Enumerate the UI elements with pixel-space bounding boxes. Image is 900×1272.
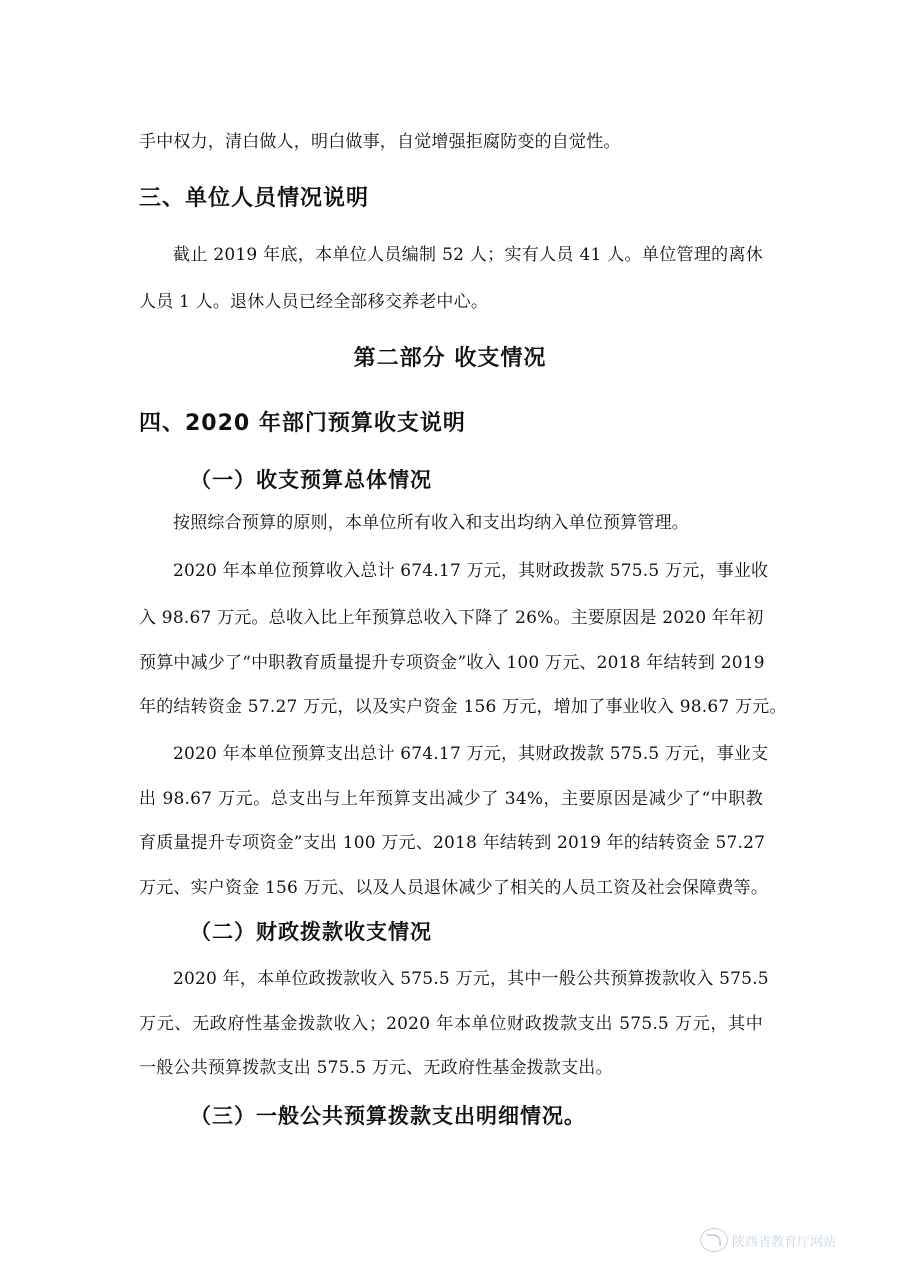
- paragraph-line: 年的结转资金 57.27 万元，以及实户资金 156 万元，增加了事业收入 98.67 万元。: [139, 697, 787, 717]
- paragraph-line: 万元、实户资金 156 万元、以及人员退休减少了相关的人员工资及社会保障费等。: [139, 878, 769, 898]
- watermark-text: 陕西省教育厅网站: [732, 1234, 837, 1250]
- paragraph-line: 按照综合预算的原则，本单位所有收入和支出均纳入单位预算管理。: [173, 513, 689, 533]
- part-heading: 第二部分 收支情况: [353, 346, 547, 371]
- paragraph-line: 育质量提升专项资金”支出 100 万元、2018 年结转到 2019 年的结转资金 57.27: [139, 833, 766, 853]
- paragraph-line: 万元、无政府性基金拨款收入；2020 年本单位财政拨款支出 575.5 万元，其中: [139, 1014, 763, 1034]
- education-dept-logo-icon: [700, 1228, 728, 1252]
- paragraph-line: 2020 年，本单位政拨款收入 575.5 万元，其中一般公共预算拨款收入 575.5: [173, 969, 769, 989]
- paragraph-line: 截止 2019 年底，本单位人员编制 52 人；实有人员 41 人。单位管理的离休: [173, 245, 763, 265]
- paragraph-line: 入 98.67 万元。总收入比上年预算总收入下降了 26%。主要原因是 2020 年年初: [139, 608, 764, 628]
- paragraph-line: 2020 年本单位预算支出总计 674.17 万元，其财政拨款 575.5 万元，事业支: [173, 744, 769, 764]
- subsection-heading-fiscal: （二）财政拨款收支情况: [190, 920, 432, 944]
- paragraph-line: 一般公共预算拨款支出 575.5 万元、无政府性基金拨款支出。: [139, 1058, 613, 1078]
- paragraph-line: 出 98.67 万元。总支出与上年预算支出减少了 34%，主要原因是减少了“中职教: [139, 789, 763, 809]
- paragraph-line: 人员 1 人。退休人员已经全部移交养老中心。: [139, 292, 489, 312]
- section-heading-budget: 四、2020 年部门预算收支说明: [139, 411, 466, 436]
- subsection-heading-overall: （一）收支预算总体情况: [190, 468, 432, 492]
- paragraph-line: 预算中减少了“中职教育质量提升专项资金”收入 100 万元、2018 年结转到 2019: [139, 653, 765, 673]
- paragraph-line: 手中权力，清白做人，明白做事，自觉增强拒腐防变的自觉性。: [139, 132, 621, 152]
- paragraph-line: 2020 年本单位预算收入总计 674.17 万元，其财政拨款 575.5 万元，事业收: [173, 561, 769, 581]
- subsection-heading-detail: （三）一般公共预算拨款支出明细情况。: [190, 1104, 586, 1128]
- section-heading-staff: 三、单位人员情况说明: [139, 186, 370, 211]
- site-watermark: [700, 1228, 836, 1252]
